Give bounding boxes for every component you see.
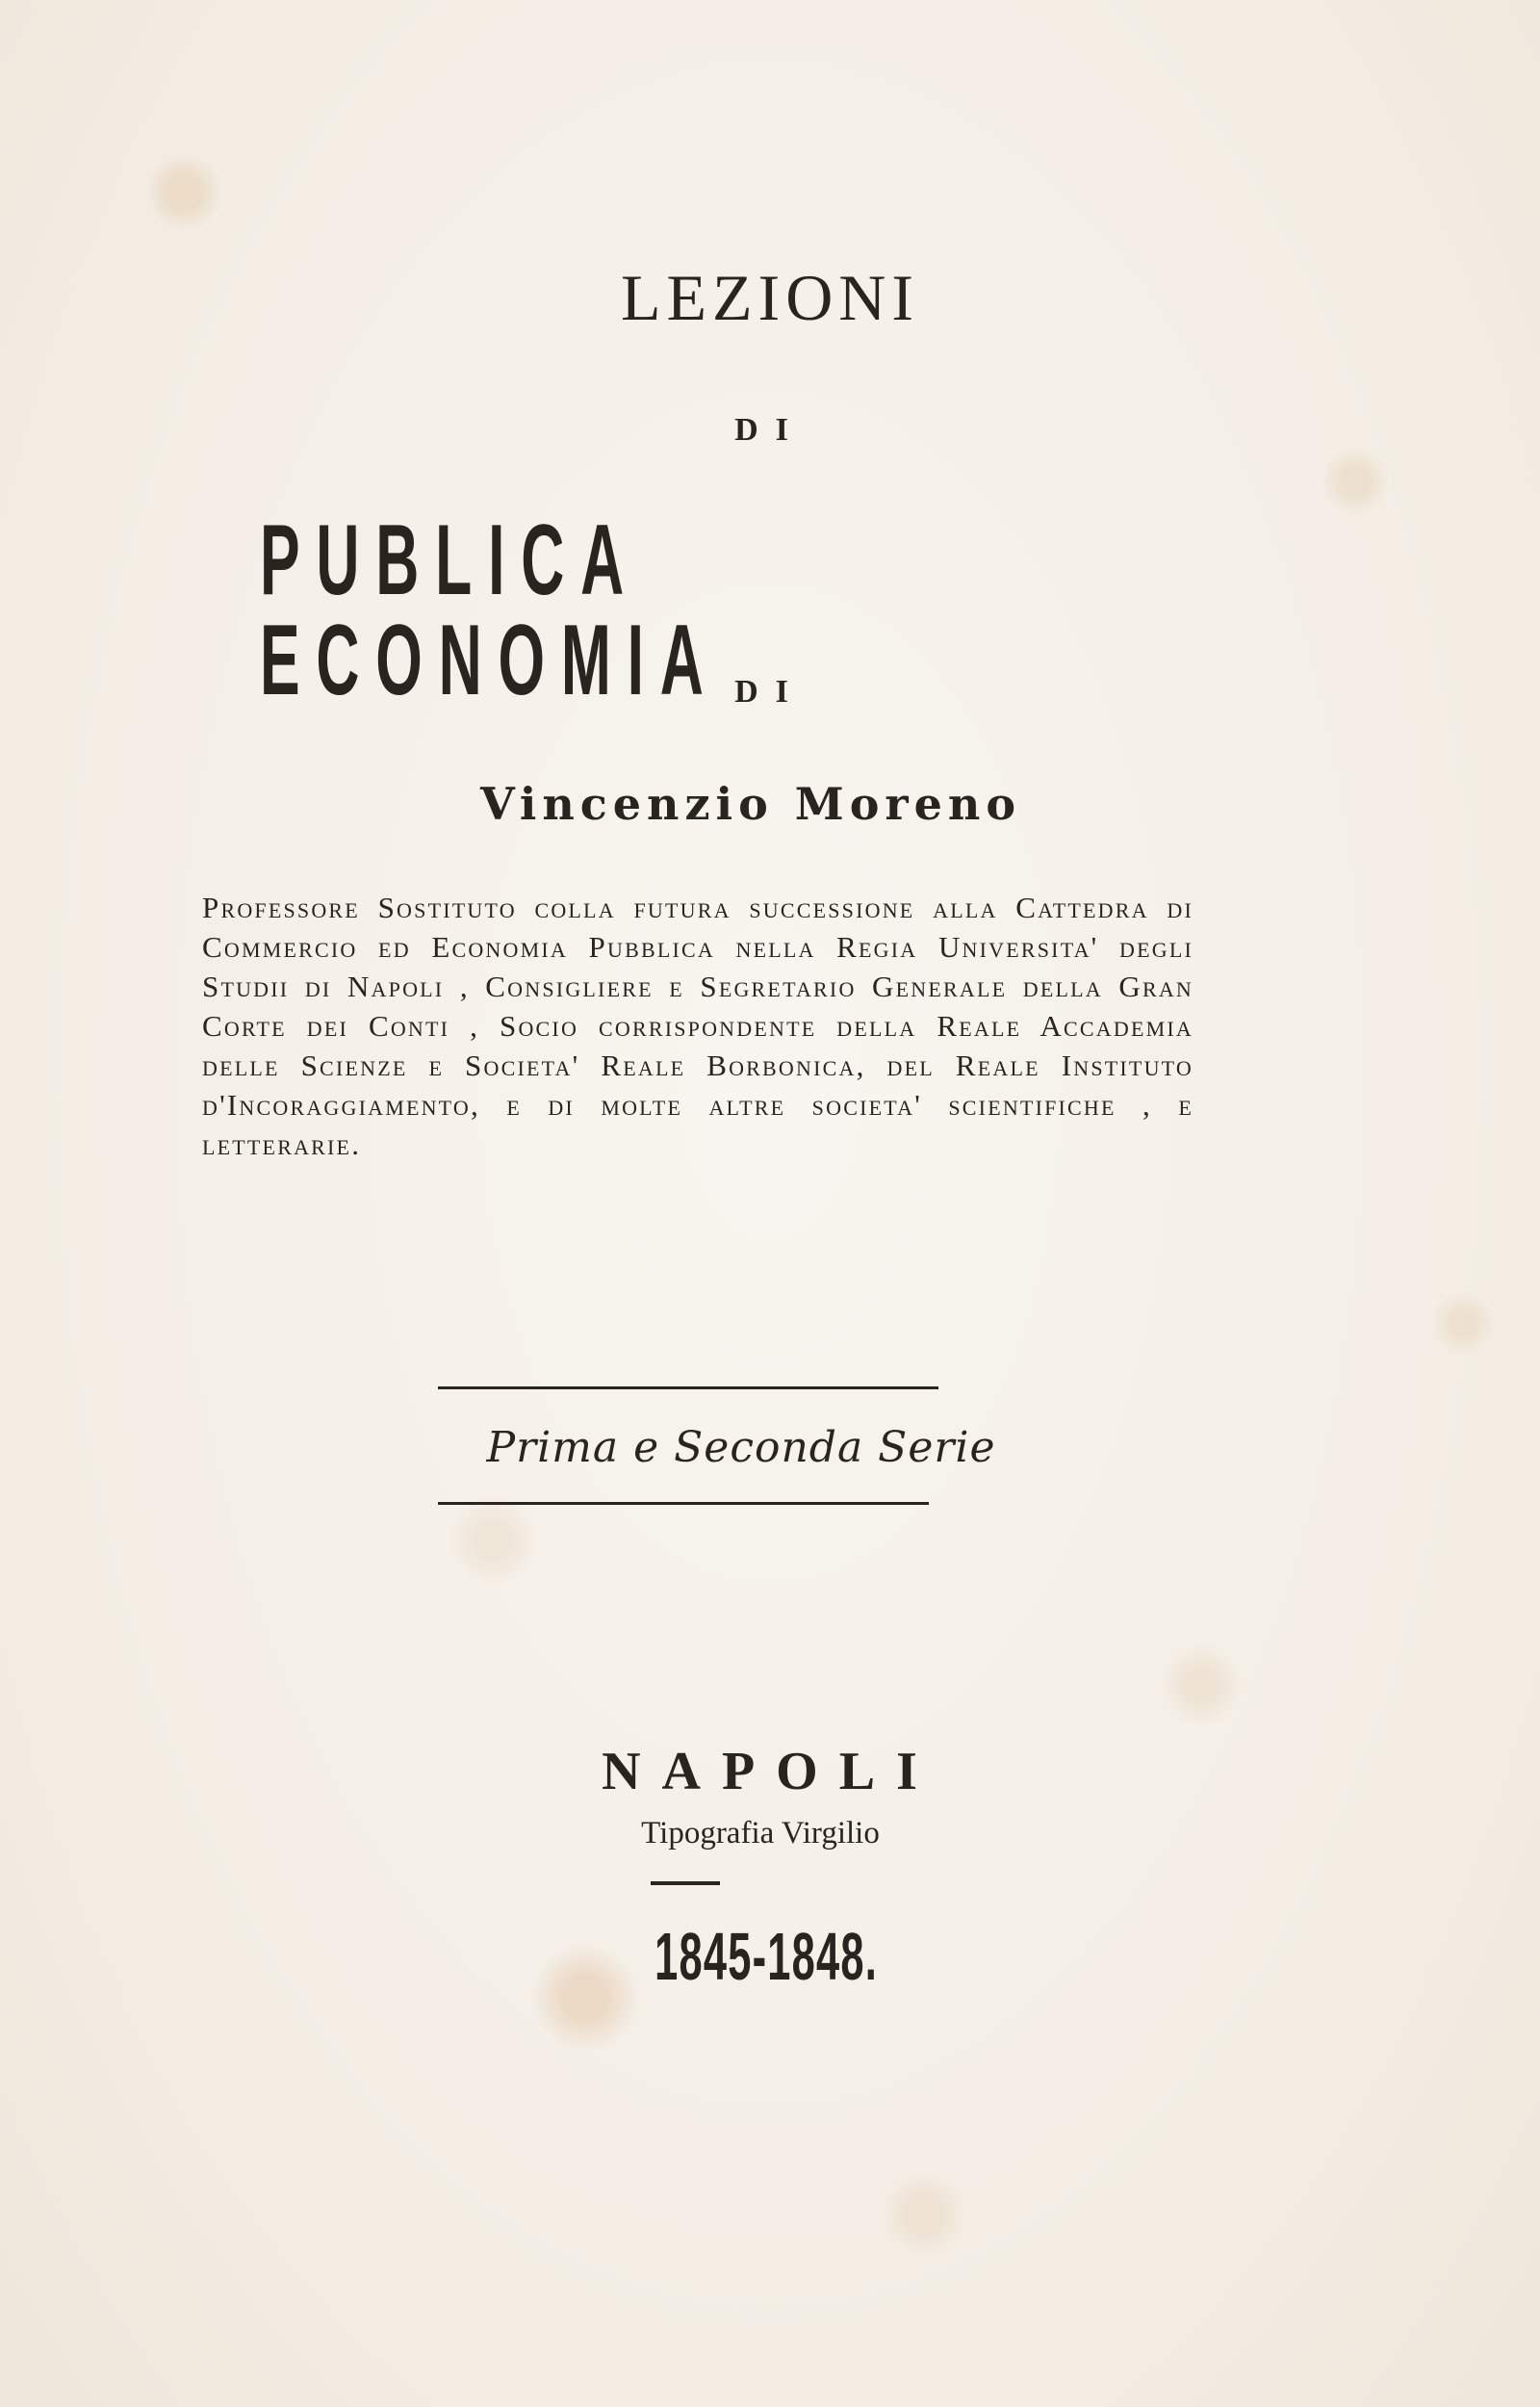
author-name: Vincenzio Moreno — [479, 778, 1022, 830]
rule-top — [438, 1386, 938, 1389]
rule-small — [651, 1881, 720, 1885]
rule-bottom — [438, 1502, 929, 1505]
publication-date-text: 1845-1848. — [654, 1919, 879, 1994]
main-title: PUBLICA ECONOMIA — [260, 505, 720, 716]
preposition-di-2: DI — [734, 674, 806, 710]
author-description: Professore Sostituto colla futura successione alla Cattedra di Commercio ed Economia Pubblica nella Regia Universita' degli Studii di Napoli , Consigliere e Segretario Generale della Gran Corte dei Conti , Socio corrispondente della Reale Accademia delle Scienze e Societa' Reale Borbonica, del Reale Instituto d'Incoraggiamento, e di molte altre societa' scientifiche , e letterarie. — [202, 891, 1194, 1161]
title-lezioni: LEZIONI — [620, 261, 920, 334]
series-label: Prima e Seconda Serie — [486, 1423, 996, 1472]
publication-city: NAPOLI — [602, 1742, 938, 1801]
printer-name: Tipografia Virgilio — [641, 1816, 880, 1851]
preposition-di-1: DI — [734, 412, 806, 448]
publication-date — [0, 1918, 1536, 1995]
